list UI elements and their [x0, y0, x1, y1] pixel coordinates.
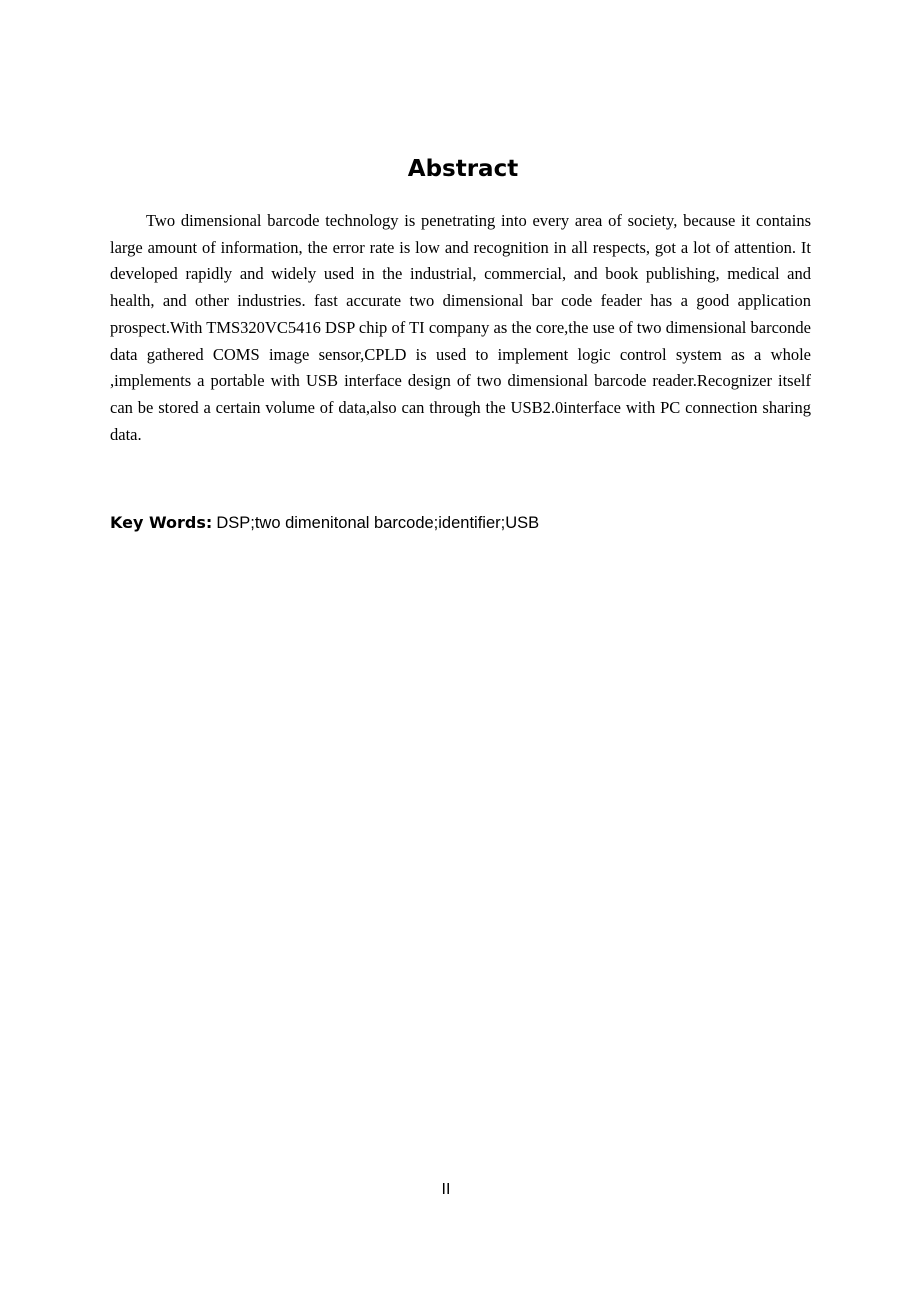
keywords-label: Key Words:	[110, 513, 213, 532]
keywords-line	[110, 510, 811, 537]
abstract-paragraph: Two dimensional barcode technology is penetrating into every area of society, because it contains large amount of information, the error rate is low and recognition in all respects, got a lot of attention. It developed rapidly and widely used in the industrial, commercial, and book publishing, medical and health, and other industries. fast accurate two dimensional bar code feader has a good application prospect.With TMS320VC5416 DSP chip of TI company as the core,the use of two dimensional barconde data gathered COMS image sensor,CPLD is used to implement logic control system as a whole ,implements a portable with USB interface design of two dimensional barcode reader.Recognizer itself can be stored a certain volume of data,also can through the USB2.0interface with PC connection sharing data.	[110, 211, 811, 444]
keywords-text: DSP;two dimenitonal barcode;identifier;USB	[216, 514, 540, 532]
page-number: II	[441, 1181, 451, 1198]
abstract-title: Abstract	[407, 156, 519, 182]
